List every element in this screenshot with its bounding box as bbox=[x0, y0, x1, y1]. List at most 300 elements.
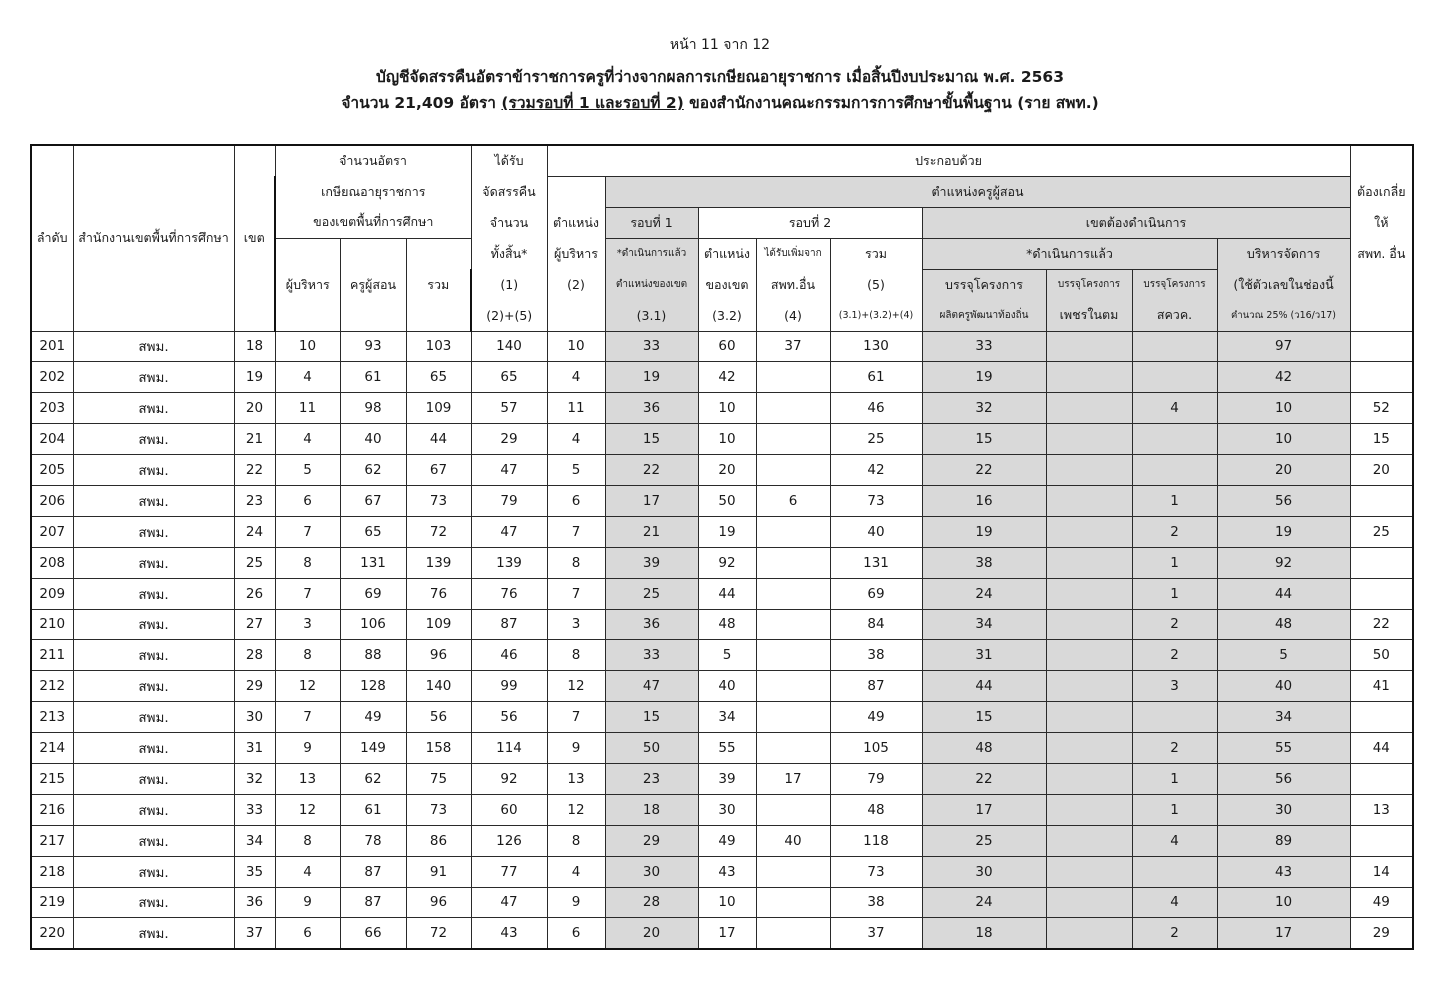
avg-header-empty-bottom bbox=[1350, 269, 1413, 300]
round2-extra-cell bbox=[756, 794, 830, 825]
office-cell: สพม. bbox=[73, 578, 234, 609]
round2-district-cell: 92 bbox=[698, 547, 756, 578]
table-row bbox=[31, 455, 1413, 486]
project-sakwk-cell: 1 bbox=[1132, 794, 1217, 825]
table-row bbox=[31, 794, 1413, 825]
teacher-sum-cell: 105 bbox=[830, 733, 922, 764]
manage-cell: 17 bbox=[1217, 918, 1350, 949]
round1-cell: 30 bbox=[605, 856, 698, 887]
alloc-total-cell: 87 bbox=[471, 609, 547, 640]
alloc-total-cell: 29 bbox=[471, 424, 547, 455]
teacher-sum-cell: 49 bbox=[830, 702, 922, 733]
project-local-cell: 17 bbox=[922, 794, 1046, 825]
round2-district-cell: 49 bbox=[698, 825, 756, 856]
retire-admin-cell: 6 bbox=[275, 485, 340, 516]
manage-cell: 43 bbox=[1217, 856, 1350, 887]
order-cell: 202 bbox=[31, 362, 73, 393]
retire-total-cell: 65 bbox=[406, 362, 471, 393]
alloc-header-line3: จำนวน bbox=[471, 207, 547, 238]
round2-extra-cell bbox=[756, 887, 830, 918]
district-cell: 18 bbox=[234, 331, 275, 362]
teacher-sum-cell: 73 bbox=[830, 856, 922, 887]
round1-cell: 20 bbox=[605, 918, 698, 949]
alloc-total-cell: 46 bbox=[471, 640, 547, 671]
office-cell: สพม. bbox=[73, 733, 234, 764]
project-petch-cell bbox=[1046, 362, 1132, 393]
office-cell: สพม. bbox=[73, 640, 234, 671]
project-local-cell: 24 bbox=[922, 578, 1046, 609]
round2-extra-header-line3: (4) bbox=[756, 300, 830, 331]
round2-district-cell: 60 bbox=[698, 331, 756, 362]
alloc-header-line1: ได้รับ bbox=[471, 145, 547, 176]
teacher-sum-cell: 40 bbox=[830, 516, 922, 547]
teacher-sum-cell: 38 bbox=[830, 887, 922, 918]
project-sakwk-cell: 2 bbox=[1132, 609, 1217, 640]
round1-cell: 39 bbox=[605, 547, 698, 578]
admin-position-cell: 6 bbox=[547, 485, 605, 516]
round2-extra-cell bbox=[756, 455, 830, 486]
project-local-cell: 19 bbox=[922, 516, 1046, 547]
average-cell bbox=[1350, 547, 1413, 578]
round2-extra-cell bbox=[756, 640, 830, 671]
retire-admin-cell: 11 bbox=[275, 393, 340, 424]
round1-cell: 15 bbox=[605, 424, 698, 455]
project-sakwk-cell: 2 bbox=[1132, 733, 1217, 764]
table-row bbox=[31, 424, 1413, 455]
table-row bbox=[31, 702, 1413, 733]
manage-header-line1: บริหารจัดการ bbox=[1217, 238, 1350, 269]
project-petch-cell bbox=[1046, 918, 1132, 949]
round2-extra-cell bbox=[756, 424, 830, 455]
table-body bbox=[31, 331, 1413, 949]
retire-total-cell: 72 bbox=[406, 918, 471, 949]
admin-position-cell: 11 bbox=[547, 393, 605, 424]
average-cell: 20 bbox=[1350, 455, 1413, 486]
retire-total-cell: 91 bbox=[406, 856, 471, 887]
project-sakwk-cell bbox=[1132, 362, 1217, 393]
admin-position-cell: 3 bbox=[547, 609, 605, 640]
round2-district-header-line2: ของเขต bbox=[698, 269, 756, 300]
project-local-cell: 22 bbox=[922, 455, 1046, 486]
admin-position-cell: 8 bbox=[547, 825, 605, 856]
retire-total-cell: 56 bbox=[406, 702, 471, 733]
round2-extra-cell bbox=[756, 733, 830, 764]
retire-total-cell: 140 bbox=[406, 671, 471, 702]
office-cell: สพม. bbox=[73, 331, 234, 362]
alloc-total-cell: 56 bbox=[471, 702, 547, 733]
admin-position-cell: 8 bbox=[547, 640, 605, 671]
round2-district-header-line3: (3.2) bbox=[698, 300, 756, 331]
project-petch-cell bbox=[1046, 609, 1132, 640]
retire-teacher-cell: 61 bbox=[340, 794, 406, 825]
manage-cell: 34 bbox=[1217, 702, 1350, 733]
retire-total-cell: 72 bbox=[406, 516, 471, 547]
round2-district-cell: 10 bbox=[698, 887, 756, 918]
district-cell: 36 bbox=[234, 887, 275, 918]
round2-district-cell: 43 bbox=[698, 856, 756, 887]
average-cell: 44 bbox=[1350, 733, 1413, 764]
admin-position-cell: 10 bbox=[547, 331, 605, 362]
subtitle-part: จำนวน 21,409 อัตรา bbox=[341, 94, 502, 112]
office-cell: สพม. bbox=[73, 794, 234, 825]
office-cell: สพม. bbox=[73, 455, 234, 486]
project-local-cell: 34 bbox=[922, 609, 1046, 640]
teacher-sum-cell: 48 bbox=[830, 794, 922, 825]
office-cell: สพม. bbox=[73, 825, 234, 856]
average-cell: 50 bbox=[1350, 640, 1413, 671]
retire-total-cell: 109 bbox=[406, 609, 471, 640]
round2-district-cell: 42 bbox=[698, 362, 756, 393]
average-cell bbox=[1350, 763, 1413, 794]
retire-admin-cell: 4 bbox=[275, 856, 340, 887]
round2-extra-cell bbox=[756, 516, 830, 547]
project-sakwk-cell bbox=[1132, 455, 1217, 486]
round2-extra-cell: 6 bbox=[756, 485, 830, 516]
project-petch-cell bbox=[1046, 702, 1132, 733]
admin-position-cell: 9 bbox=[547, 887, 605, 918]
col-order-header: ลำดับ bbox=[31, 145, 73, 331]
project1-header-line1: บรรจุโครงการ bbox=[922, 269, 1046, 300]
round2-district-cell: 39 bbox=[698, 763, 756, 794]
project-local-cell: 31 bbox=[922, 640, 1046, 671]
allocation-table bbox=[30, 144, 1414, 950]
project-petch-cell bbox=[1046, 671, 1132, 702]
round2-district-cell: 10 bbox=[698, 424, 756, 455]
project3-header-line2: สควค. bbox=[1132, 300, 1217, 331]
order-cell: 210 bbox=[31, 609, 73, 640]
district-cell: 23 bbox=[234, 485, 275, 516]
average-cell: 13 bbox=[1350, 794, 1413, 825]
district-must-header: เขตต้องดำเนินการ bbox=[922, 207, 1350, 238]
office-cell: สพม. bbox=[73, 485, 234, 516]
round2-extra-cell bbox=[756, 856, 830, 887]
district-cell: 30 bbox=[234, 702, 275, 733]
retire-admin-cell: 12 bbox=[275, 794, 340, 825]
retire-admin-cell: 8 bbox=[275, 547, 340, 578]
manage-cell: 5 bbox=[1217, 640, 1350, 671]
round2-extra-cell: 17 bbox=[756, 763, 830, 794]
alloc-total-cell: 57 bbox=[471, 393, 547, 424]
alloc-total-cell: 114 bbox=[471, 733, 547, 764]
round2-extra-header-line1: ได้รับเพิ่มจาก bbox=[756, 238, 830, 269]
project-local-cell: 38 bbox=[922, 547, 1046, 578]
project-petch-cell bbox=[1046, 485, 1132, 516]
average-cell: 41 bbox=[1350, 671, 1413, 702]
project-local-cell: 33 bbox=[922, 331, 1046, 362]
round2-district-cell: 40 bbox=[698, 671, 756, 702]
project2-header-line2: เพชรในตม bbox=[1046, 300, 1132, 331]
project-sakwk-cell: 4 bbox=[1132, 887, 1217, 918]
project1-header-line2: ผลิตครูพัฒนาท้องถิ่น bbox=[922, 300, 1046, 331]
project-local-cell: 22 bbox=[922, 763, 1046, 794]
retire-teacher-cell: 149 bbox=[340, 733, 406, 764]
order-cell: 209 bbox=[31, 578, 73, 609]
project-local-cell: 32 bbox=[922, 393, 1046, 424]
order-cell: 215 bbox=[31, 763, 73, 794]
round2-extra-cell: 37 bbox=[756, 331, 830, 362]
retire-total-cell: 73 bbox=[406, 485, 471, 516]
district-cell: 31 bbox=[234, 733, 275, 764]
retire-teacher-cell: 98 bbox=[340, 393, 406, 424]
project-local-cell: 44 bbox=[922, 671, 1046, 702]
retire-teacher-cell: 88 bbox=[340, 640, 406, 671]
table-row bbox=[31, 856, 1413, 887]
round2-extra-cell bbox=[756, 609, 830, 640]
retire-teacher-cell: 67 bbox=[340, 485, 406, 516]
manage-cell: 89 bbox=[1217, 825, 1350, 856]
manage-cell: 10 bbox=[1217, 887, 1350, 918]
office-cell: สพม. bbox=[73, 362, 234, 393]
alloc-total-cell: 65 bbox=[471, 362, 547, 393]
retire-admin-cell: 8 bbox=[275, 825, 340, 856]
office-cell: สพม. bbox=[73, 856, 234, 887]
district-cell: 26 bbox=[234, 578, 275, 609]
project-sakwk-cell: 1 bbox=[1132, 485, 1217, 516]
average-cell: 29 bbox=[1350, 918, 1413, 949]
table-row bbox=[31, 825, 1413, 856]
manage-cell: 10 bbox=[1217, 393, 1350, 424]
order-cell: 220 bbox=[31, 918, 73, 949]
retire-teacher-cell: 87 bbox=[340, 856, 406, 887]
project-sakwk-cell: 1 bbox=[1132, 547, 1217, 578]
order-cell: 218 bbox=[31, 856, 73, 887]
order-cell: 217 bbox=[31, 825, 73, 856]
alloc-total-cell: 126 bbox=[471, 825, 547, 856]
retire-admin-cell: 4 bbox=[275, 424, 340, 455]
alloc-total-cell: 92 bbox=[471, 763, 547, 794]
project-petch-cell bbox=[1046, 455, 1132, 486]
project-local-cell: 30 bbox=[922, 856, 1046, 887]
admin-position-cell: 7 bbox=[547, 702, 605, 733]
teacher-sum-cell: 130 bbox=[830, 331, 922, 362]
teacher-sum-cell: 73 bbox=[830, 485, 922, 516]
retire-teacher-cell: 66 bbox=[340, 918, 406, 949]
retire-total-cell: 44 bbox=[406, 424, 471, 455]
project-petch-cell bbox=[1046, 393, 1132, 424]
round1-cell: 33 bbox=[605, 331, 698, 362]
subtitle-part: ของสำนักงานคณะกรรมการการศึกษาขั้นพื้นฐาน (ราย สพท.) bbox=[683, 94, 1099, 112]
col-office-header: สำนักงานเขตพื้นที่การศึกษา bbox=[73, 145, 234, 331]
project-petch-cell bbox=[1046, 578, 1132, 609]
office-cell: สพม. bbox=[73, 763, 234, 794]
project-petch-cell bbox=[1046, 331, 1132, 362]
table-row bbox=[31, 485, 1413, 516]
teacher-sum-cell: 69 bbox=[830, 578, 922, 609]
retire-total-cell: 76 bbox=[406, 578, 471, 609]
round2-district-cell: 48 bbox=[698, 609, 756, 640]
office-cell: สพม. bbox=[73, 547, 234, 578]
col-admin-header: ผู้บริหาร bbox=[275, 238, 340, 331]
retire-total-cell: 158 bbox=[406, 733, 471, 764]
retire-teacher-cell: 106 bbox=[340, 609, 406, 640]
office-cell: สพม. bbox=[73, 671, 234, 702]
retire-teacher-cell: 61 bbox=[340, 362, 406, 393]
district-cell: 19 bbox=[234, 362, 275, 393]
round2-extra-cell bbox=[756, 671, 830, 702]
table-row bbox=[31, 578, 1413, 609]
document-subtitle bbox=[0, 90, 1440, 116]
project-sakwk-cell: 2 bbox=[1132, 640, 1217, 671]
project-local-cell: 15 bbox=[922, 424, 1046, 455]
order-cell: 216 bbox=[31, 794, 73, 825]
alloc-total-cell: 76 bbox=[471, 578, 547, 609]
project-sakwk-cell: 2 bbox=[1132, 516, 1217, 547]
retire-admin-cell: 4 bbox=[275, 362, 340, 393]
adminpos-header-line3: (2) bbox=[547, 269, 605, 300]
avg-header-empty bbox=[1350, 145, 1413, 176]
project-local-cell: 25 bbox=[922, 825, 1046, 856]
district-cell: 33 bbox=[234, 794, 275, 825]
retire-admin-cell: 7 bbox=[275, 702, 340, 733]
col-total-header: รวม bbox=[406, 238, 471, 331]
project-sakwk-cell: 4 bbox=[1132, 393, 1217, 424]
retire-teacher-cell: 87 bbox=[340, 887, 406, 918]
order-cell: 203 bbox=[31, 393, 73, 424]
district-cell: 32 bbox=[234, 763, 275, 794]
retire-header-line1: จำนวนอัตรา bbox=[275, 145, 471, 176]
project3-header-line1: บรรจุโครงการ bbox=[1132, 269, 1217, 300]
manage-header-line3: คำนวณ 25% (ว16/ว17) bbox=[1217, 300, 1350, 331]
project-petch-cell bbox=[1046, 547, 1132, 578]
retire-admin-cell: 7 bbox=[275, 578, 340, 609]
adminpos-header-line1: ตำแหน่ง bbox=[547, 207, 605, 238]
document-title: บัญชีจัดสรรคืนอัตราข้าราชการครูที่ว่างจากผลการเกษียณอายุราชการ เมื่อสิ้นปีงบประมาณ พ.ศ. 2563 bbox=[375, 68, 1064, 86]
manage-cell: 10 bbox=[1217, 424, 1350, 455]
teacher-sum-cell: 42 bbox=[830, 455, 922, 486]
teacher-sum-cell: 84 bbox=[830, 609, 922, 640]
average-cell: 14 bbox=[1350, 856, 1413, 887]
average-cell bbox=[1350, 825, 1413, 856]
admin-position-cell: 4 bbox=[547, 362, 605, 393]
sum-header-line3: (3.1)+(3.2)+(4) bbox=[830, 300, 922, 331]
sum-header-line1: รวม bbox=[830, 238, 922, 269]
average-cell: 22 bbox=[1350, 609, 1413, 640]
district-cell: 21 bbox=[234, 424, 275, 455]
manage-cell: 19 bbox=[1217, 516, 1350, 547]
district-cell: 29 bbox=[234, 671, 275, 702]
manage-cell: 48 bbox=[1217, 609, 1350, 640]
admin-position-cell: 5 bbox=[547, 455, 605, 486]
retire-admin-cell: 8 bbox=[275, 640, 340, 671]
retire-admin-cell: 10 bbox=[275, 331, 340, 362]
retire-teacher-cell: 78 bbox=[340, 825, 406, 856]
admin-position-cell: 12 bbox=[547, 671, 605, 702]
retire-total-cell: 86 bbox=[406, 825, 471, 856]
project-local-cell: 18 bbox=[922, 918, 1046, 949]
table-header bbox=[31, 145, 1413, 331]
page-header bbox=[0, 34, 1440, 116]
manage-cell: 55 bbox=[1217, 733, 1350, 764]
sum-header-line2: (5) bbox=[830, 269, 922, 300]
composed-of-header: ประกอบด้วย bbox=[547, 145, 1350, 176]
round1-header-line3: (3.1) bbox=[605, 300, 698, 331]
district-cell: 22 bbox=[234, 455, 275, 486]
round2-extra-cell: 40 bbox=[756, 825, 830, 856]
round1-cell: 36 bbox=[605, 393, 698, 424]
order-cell: 201 bbox=[31, 331, 73, 362]
alloc-header-line6: (2)+(5) bbox=[471, 300, 547, 331]
average-cell: 25 bbox=[1350, 516, 1413, 547]
order-cell: 214 bbox=[31, 733, 73, 764]
admin-position-cell: 12 bbox=[547, 794, 605, 825]
order-cell: 206 bbox=[31, 485, 73, 516]
project-sakwk-cell: 1 bbox=[1132, 763, 1217, 794]
retire-teacher-cell: 128 bbox=[340, 671, 406, 702]
table-row bbox=[31, 640, 1413, 671]
office-cell: สพม. bbox=[73, 516, 234, 547]
project-sakwk-cell: 4 bbox=[1132, 825, 1217, 856]
table-row bbox=[31, 887, 1413, 918]
district-cell: 25 bbox=[234, 547, 275, 578]
order-cell: 213 bbox=[31, 702, 73, 733]
retire-header-line2: เกษียณอายุราชการ bbox=[275, 176, 471, 207]
manage-cell: 97 bbox=[1217, 331, 1350, 362]
round2-extra-cell bbox=[756, 918, 830, 949]
retire-admin-cell: 9 bbox=[275, 733, 340, 764]
retire-teacher-cell: 49 bbox=[340, 702, 406, 733]
avg-header-line1: ต้องเกลี่ย bbox=[1350, 176, 1413, 207]
retire-teacher-cell: 65 bbox=[340, 516, 406, 547]
manage-cell: 44 bbox=[1217, 578, 1350, 609]
manage-cell: 42 bbox=[1217, 362, 1350, 393]
retire-teacher-cell: 69 bbox=[340, 578, 406, 609]
retire-total-cell: 73 bbox=[406, 794, 471, 825]
project-petch-cell bbox=[1046, 640, 1132, 671]
average-cell bbox=[1350, 362, 1413, 393]
teacher-sum-cell: 118 bbox=[830, 825, 922, 856]
average-cell: 52 bbox=[1350, 393, 1413, 424]
retire-teacher-cell: 62 bbox=[340, 455, 406, 486]
alloc-total-cell: 43 bbox=[471, 918, 547, 949]
round2-district-cell: 5 bbox=[698, 640, 756, 671]
retire-header-line3: ของเขตพื้นที่การศึกษา bbox=[275, 207, 471, 238]
done-header: *ดำเนินการแล้ว bbox=[922, 238, 1217, 269]
col-district-header: เขต bbox=[234, 145, 275, 331]
average-cell bbox=[1350, 331, 1413, 362]
table-row bbox=[31, 918, 1413, 949]
average-cell: 15 bbox=[1350, 424, 1413, 455]
table-row bbox=[31, 671, 1413, 702]
project-petch-cell bbox=[1046, 424, 1132, 455]
district-cell: 34 bbox=[234, 825, 275, 856]
office-cell: สพม. bbox=[73, 918, 234, 949]
order-cell: 211 bbox=[31, 640, 73, 671]
table-row bbox=[31, 609, 1413, 640]
table-row bbox=[31, 733, 1413, 764]
table-row bbox=[31, 516, 1413, 547]
manage-cell: 30 bbox=[1217, 794, 1350, 825]
round2-extra-cell bbox=[756, 393, 830, 424]
project-local-cell: 48 bbox=[922, 733, 1046, 764]
retire-total-cell: 103 bbox=[406, 331, 471, 362]
project-local-cell: 24 bbox=[922, 887, 1046, 918]
round2-extra-header-line2: สพท.อื่น bbox=[756, 269, 830, 300]
retire-admin-cell: 13 bbox=[275, 763, 340, 794]
district-cell: 37 bbox=[234, 918, 275, 949]
admin-position-cell: 9 bbox=[547, 733, 605, 764]
round1-header-line2: ตำแหน่งของเขต bbox=[605, 269, 698, 300]
round2-district-cell: 44 bbox=[698, 578, 756, 609]
round1-header: รอบที่ 1 bbox=[605, 207, 698, 238]
teacher-sum-cell: 46 bbox=[830, 393, 922, 424]
round1-cell: 33 bbox=[605, 640, 698, 671]
round1-cell: 25 bbox=[605, 578, 698, 609]
round2-extra-cell bbox=[756, 578, 830, 609]
admin-position-cell: 7 bbox=[547, 516, 605, 547]
round1-cell: 28 bbox=[605, 887, 698, 918]
table-row bbox=[31, 393, 1413, 424]
average-cell bbox=[1350, 702, 1413, 733]
